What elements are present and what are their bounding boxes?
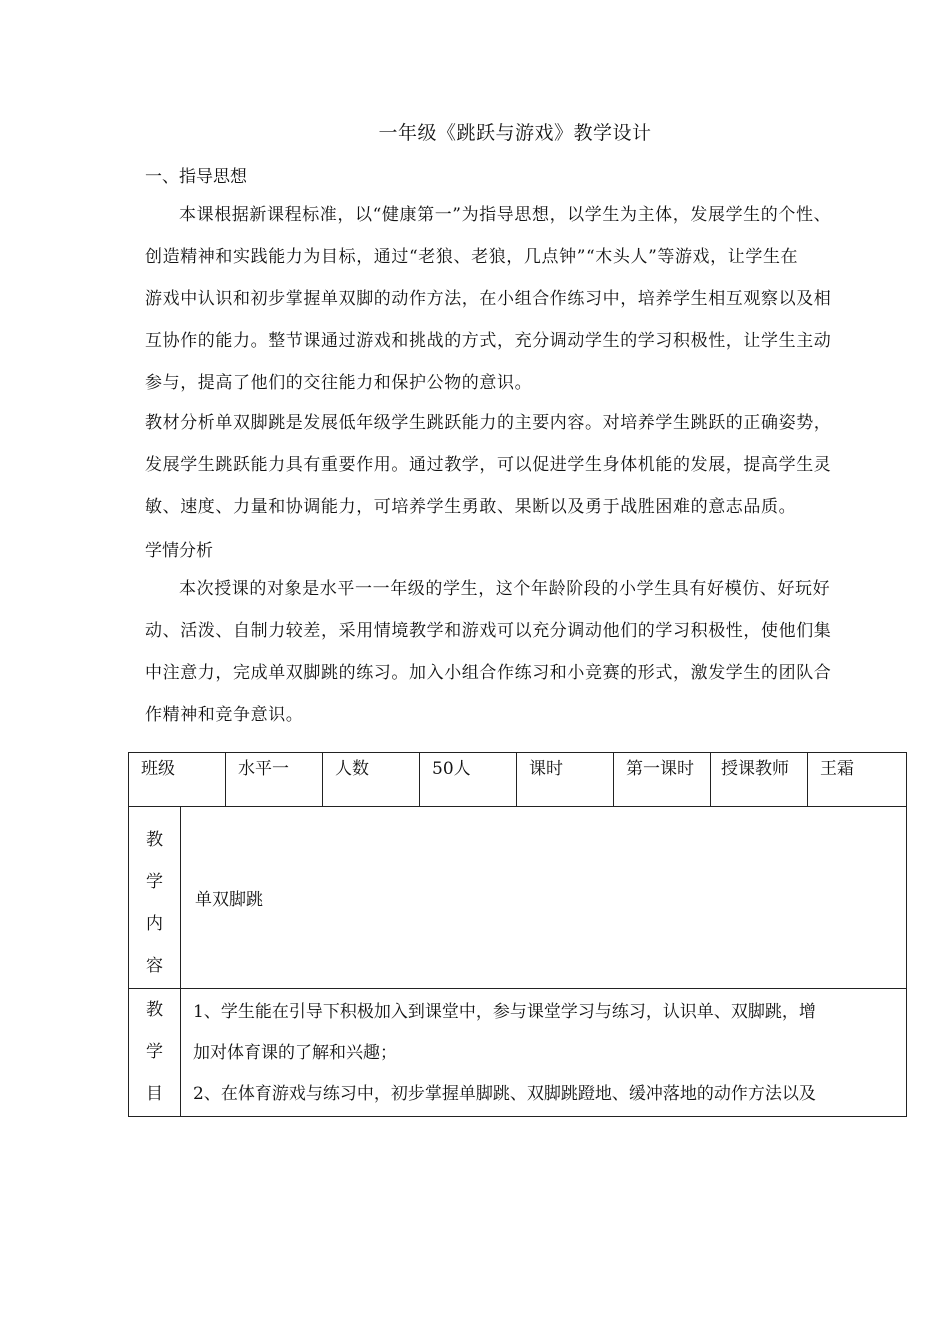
teaching-content-value-cell: 单双脚跳 (181, 807, 907, 989)
table-row (129, 989, 907, 1117)
objective-line: 2、在体育游戏与练习中，初步掌握单脚跳、双脚跳蹬地、缓冲落地的动作方法以及 (193, 1084, 816, 1104)
teaching-objective-label-cell (129, 989, 181, 1117)
teaching-objective-value-cell (181, 989, 907, 1117)
label-char: 学 (146, 872, 163, 892)
teacher-label-cell: 授课教师 (711, 753, 808, 807)
paragraph-line: 中注意力，完成单双脚跳的练习。加入小组合作练习和小竞赛的形式，激发学生的团队合 (145, 663, 832, 683)
label-char: 教 (146, 1000, 163, 1020)
student-analysis-paragraph (145, 568, 905, 736)
label-char: 教 (146, 830, 163, 850)
material-analysis-paragraph (145, 402, 920, 528)
section-heading-student-analysis: 学情分析 (145, 541, 213, 561)
paragraph-line: 创造精神和实践能力为目标，通过“老狼、老狼，几点钟”“木头人”等游戏，让学生在 (145, 247, 799, 267)
label-char: 容 (146, 956, 163, 976)
student-count-value-cell: 50人 (420, 753, 517, 807)
paragraph-line: 发展学生跳跃能力具有重要作用。通过教学，可以促进学生身体机能的发展，提高学生灵 (145, 455, 832, 475)
paragraph-line: 教材分析单双脚跳是发展低年级学生跳跃能力的主要内容。对培养学生跳跃的正确姿势， (145, 413, 832, 433)
period-value-cell: 第一课时 (614, 753, 711, 807)
guiding-ideology-paragraph (145, 194, 920, 404)
paragraph-line: 敏、速度、力量和协调能力，可培养学生勇敢、果断以及勇于战胜困难的意志品质。 (145, 497, 797, 517)
paragraph-line: 本课根据新课程标准，以“健康第一”为指导思想，以学生为主体，发展学生的个性、 (179, 205, 832, 225)
paragraph-line: 本次授课的对象是水平一一年级的学生，这个年龄阶段的小学生具有好模仿、好玩好 (179, 579, 831, 599)
class-label-cell: 班级 (129, 753, 226, 807)
teaching-content-label-cell (129, 807, 181, 989)
teacher-value-cell: 王霜 (808, 753, 907, 807)
paragraph-line: 动、活泼、自制力较差，采用情境教学和游戏可以充分调动他们的学习积极性，使他们集 (145, 621, 832, 641)
paragraph-line: 游戏中认识和初步掌握单双脚的动作方法，在小组合作练习中，培养学生相互观察以及相 (145, 289, 832, 309)
section-heading-guiding-ideology: 一、指导思想 (145, 167, 247, 187)
table-row (129, 807, 907, 989)
document-title: 一年级《跳跃与游戏》教学设计 (378, 122, 652, 144)
lesson-info-table (128, 752, 907, 1117)
label-char: 内 (146, 914, 163, 934)
student-count-label-cell: 人数 (323, 753, 420, 807)
paragraph-line: 参与，提高了他们的交往能力和保护公物的意识。 (145, 373, 533, 393)
paragraph-line: 互协作的能力。整节课通过游戏和挑战的方式，充分调动学生的学习积极性，让学生主动 (145, 331, 832, 351)
label-char: 学 (146, 1042, 163, 1062)
period-label-cell: 课时 (517, 753, 614, 807)
paragraph-line: 作精神和竞争意识。 (145, 705, 304, 725)
table-row (129, 753, 907, 807)
class-value-cell: 水平一 (226, 753, 323, 807)
label-char: 目 (146, 1084, 163, 1104)
objective-line: 1、学生能在引导下积极加入到课堂中，参与课堂学习与练习，认识单、双脚跳，增 (193, 1002, 816, 1022)
objective-line: 加对体育课的了解和兴趣； (193, 1043, 397, 1063)
